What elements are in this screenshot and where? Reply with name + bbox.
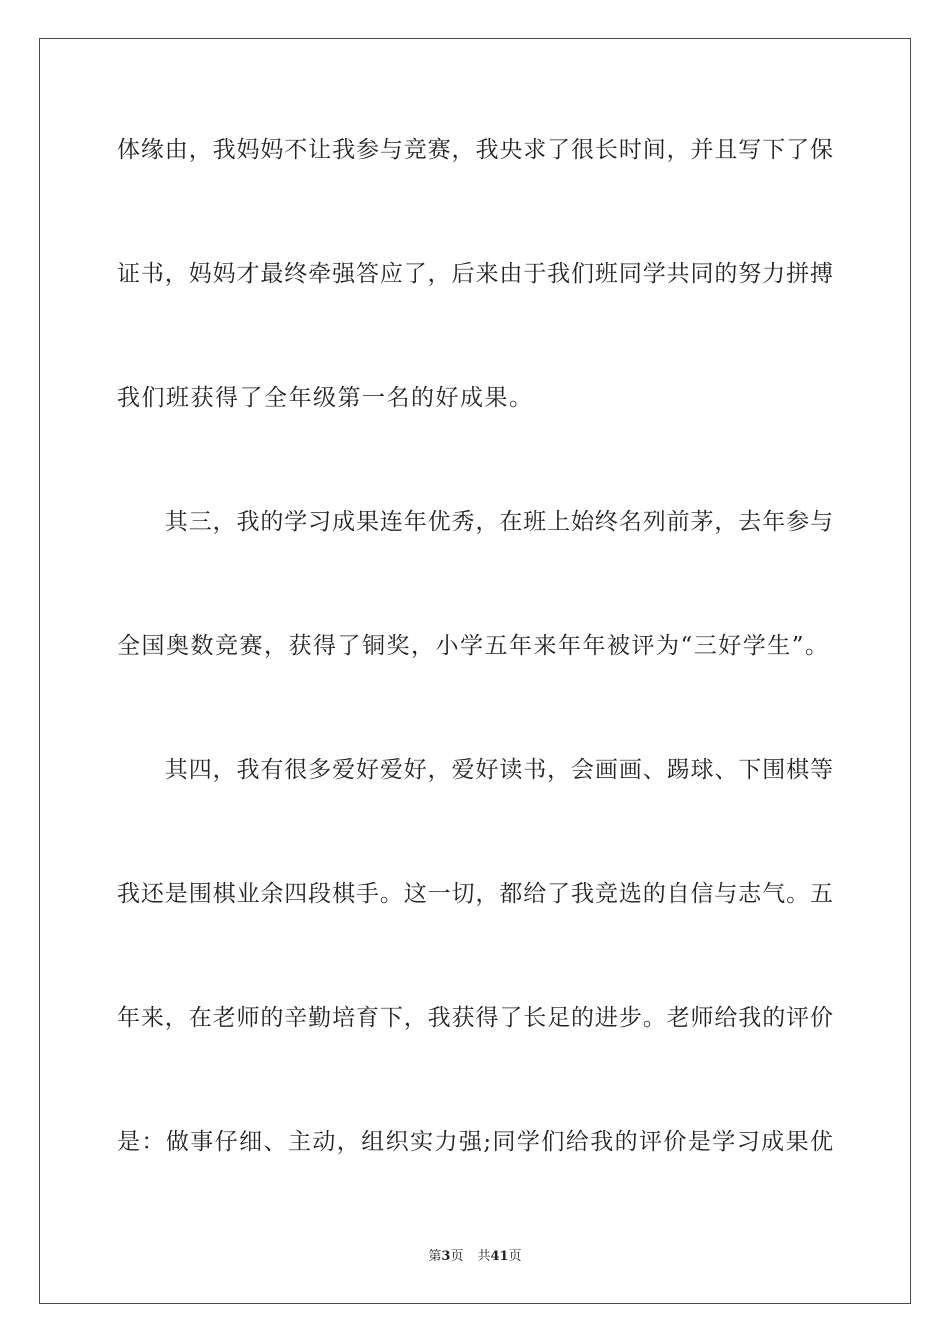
total-prefix: 共 xyxy=(477,1249,491,1264)
page-suffix: 页 xyxy=(450,1249,464,1264)
page-prefix: 第 xyxy=(428,1249,442,1264)
text-line-5: 全国奥数竞赛，获得了铜奖，小学五年来年年被评为“三好学生”。 xyxy=(117,633,830,659)
text-line-6: 其四，我有很多爱好爱好，爱好读书，会画画、踢球、下围棋等 xyxy=(117,757,833,783)
text-line-4: 其三，我的学习成果连年优秀，在班上始终名列前茅，去年参与 xyxy=(117,509,833,535)
page-number: 3 xyxy=(441,1249,451,1264)
text-line-7: 我还是围棋业余四段棋手。这一切，都给了我竞选的自信与志气。五 xyxy=(117,881,833,907)
text-line-8: 年来，在老师的辛勤培育下，我获得了长足的进步。老师给我的评价 xyxy=(117,1005,833,1031)
total-pages: 41 xyxy=(490,1249,509,1264)
text-line-3: 我们班获得了全年级第一名的好成果。 xyxy=(117,385,534,411)
text-line-1: 体缘由，我妈妈不让我参与竞赛，我央求了很长时间，并且写下了保 xyxy=(117,137,833,163)
total-suffix: 页 xyxy=(508,1249,522,1264)
page-border xyxy=(39,38,911,1304)
text-line-2: 证书，妈妈才最终牵强答应了，后来由于我们班同学共同的努力拼搏 xyxy=(117,261,833,287)
text-line-9: 是：做事仔细、主动，组织实力强;同学们给我的评价是学习成果优 xyxy=(117,1129,833,1155)
page-footer xyxy=(0,1249,950,1265)
